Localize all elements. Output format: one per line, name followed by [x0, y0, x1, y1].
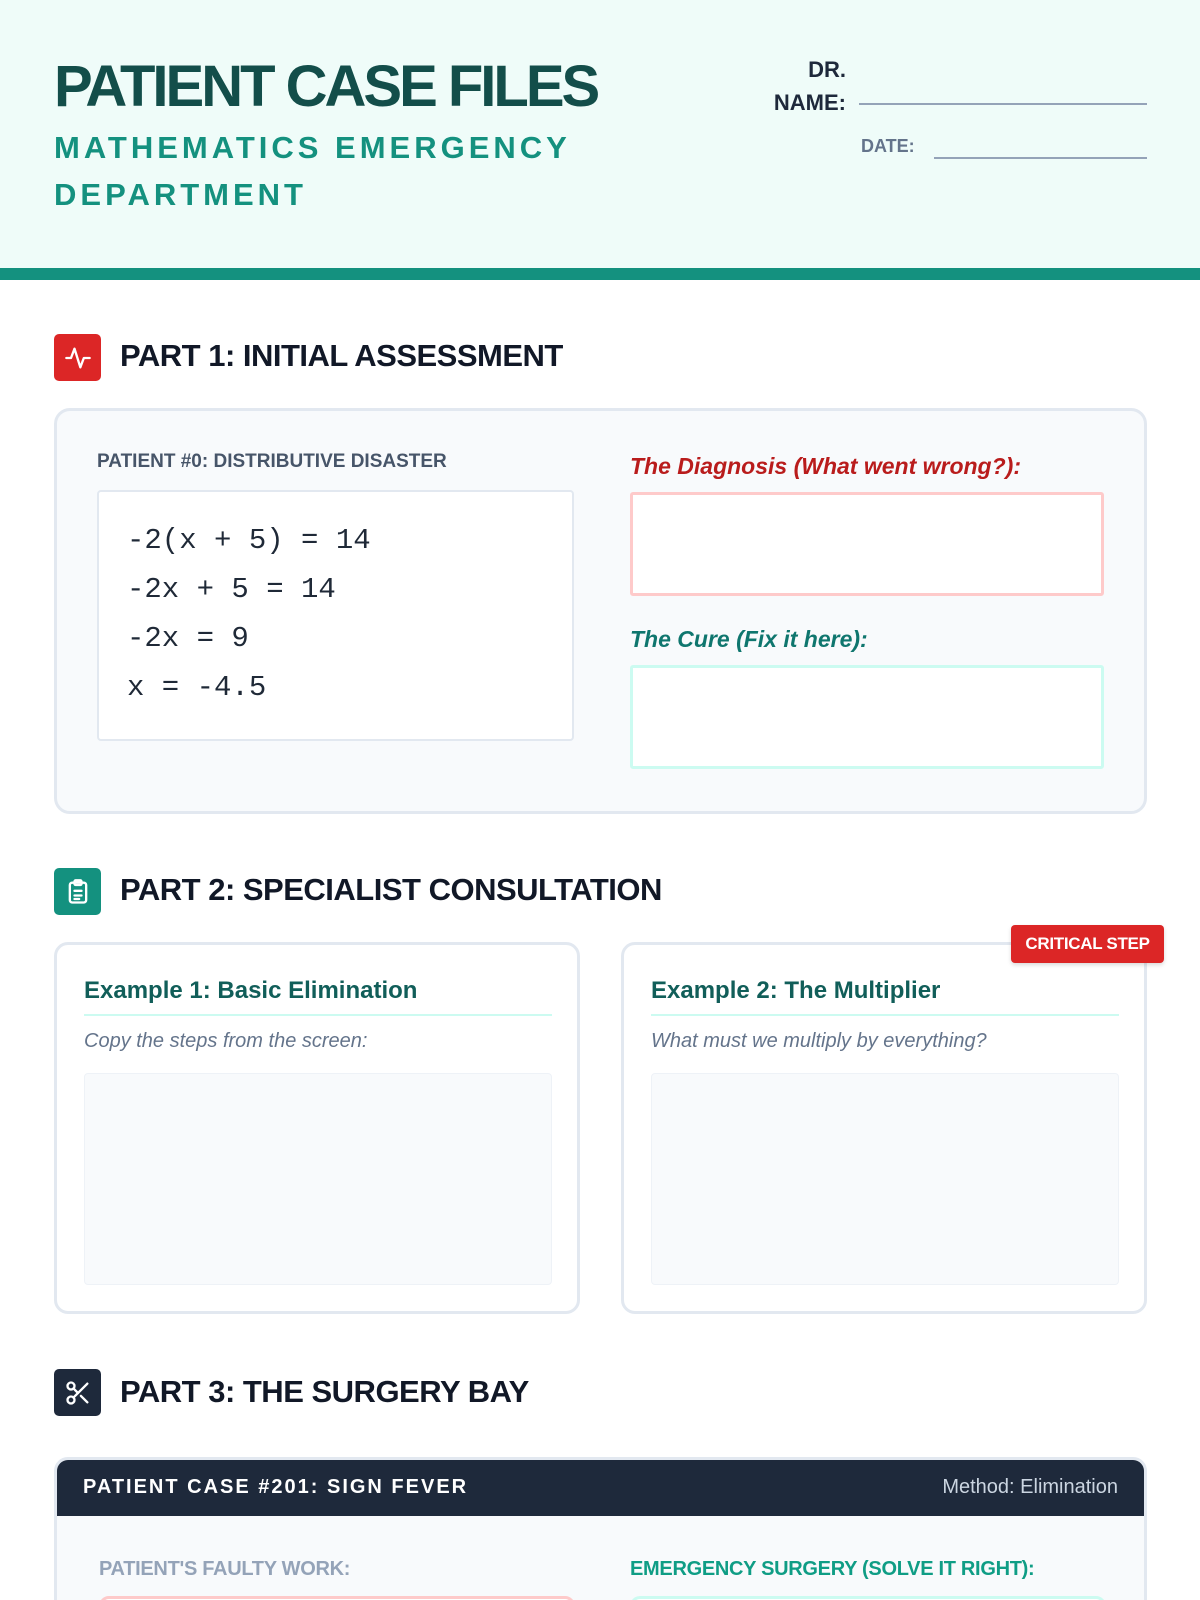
work-line: -2x = 9 [127, 622, 249, 655]
case-title: PATIENT CASE #201: SIGN FEVER [83, 1476, 469, 1498]
example-hint: What must we multiply by everything? [651, 1030, 987, 1052]
example-card-1 [54, 942, 580, 1314]
part3-title: PART 3: THE SURGERY BAY [120, 1374, 529, 1409]
work-line: -2x + 5 = 14 [127, 573, 336, 606]
example-answer-area[interactable] [651, 1073, 1119, 1285]
critical-step-badge: CRITICAL STEP [1011, 925, 1164, 963]
clipboard-icon [54, 868, 101, 915]
name-input-line[interactable] [859, 103, 1147, 105]
patient-work-box [97, 490, 574, 741]
faulty-work-box [99, 1596, 575, 1600]
example-card-2 [621, 942, 1147, 1314]
faulty-work-label: PATIENT'S FAULTY WORK: [99, 1558, 351, 1580]
method-label: Method: Elimination [942, 1476, 1118, 1498]
case-header-bar [57, 1460, 1144, 1516]
patient-label: PATIENT #0: DISTRIBUTIVE DISASTER [97, 451, 447, 472]
date-label: DATE: [861, 136, 915, 156]
surgery-label: EMERGENCY SURGERY (SOLVE IT RIGHT): [630, 1558, 1035, 1580]
surgery-card [54, 1457, 1147, 1600]
diagnosis-label: The Diagnosis (What went wrong?): [630, 453, 1021, 479]
diagnosis-answer-box[interactable] [630, 492, 1104, 596]
page-subtitle: MATHEMATICS EMERGENCY DEPARTMENT [54, 130, 571, 212]
scissors-icon [54, 1369, 101, 1416]
example-divider [84, 1014, 552, 1016]
example-title: Example 2: The Multiplier [651, 977, 941, 1004]
dr-label: DR. [808, 57, 846, 82]
cure-label: The Cure (Fix it here): [630, 626, 868, 652]
header [0, 0, 1200, 268]
example-divider [651, 1014, 1119, 1016]
work-line: x = -4.5 [127, 671, 267, 704]
page-title: PATIENT CASE FILES [54, 54, 598, 119]
cure-answer-box[interactable] [630, 665, 1104, 769]
surgery-answer-box[interactable] [630, 1596, 1106, 1600]
part1-title: PART 1: INITIAL ASSESSMENT [120, 338, 563, 373]
date-input-line[interactable] [934, 157, 1147, 159]
heartbeat-icon [54, 334, 101, 381]
work-line: -2(x + 5) = 14 [127, 524, 371, 557]
example-hint: Copy the steps from the screen: [84, 1030, 368, 1052]
part2-title: PART 2: SPECIALIST CONSULTATION [120, 872, 662, 907]
example-title: Example 1: Basic Elimination [84, 977, 418, 1004]
header-divider [0, 268, 1200, 280]
name-label: NAME: [773, 90, 846, 115]
example-answer-area[interactable] [84, 1073, 552, 1285]
